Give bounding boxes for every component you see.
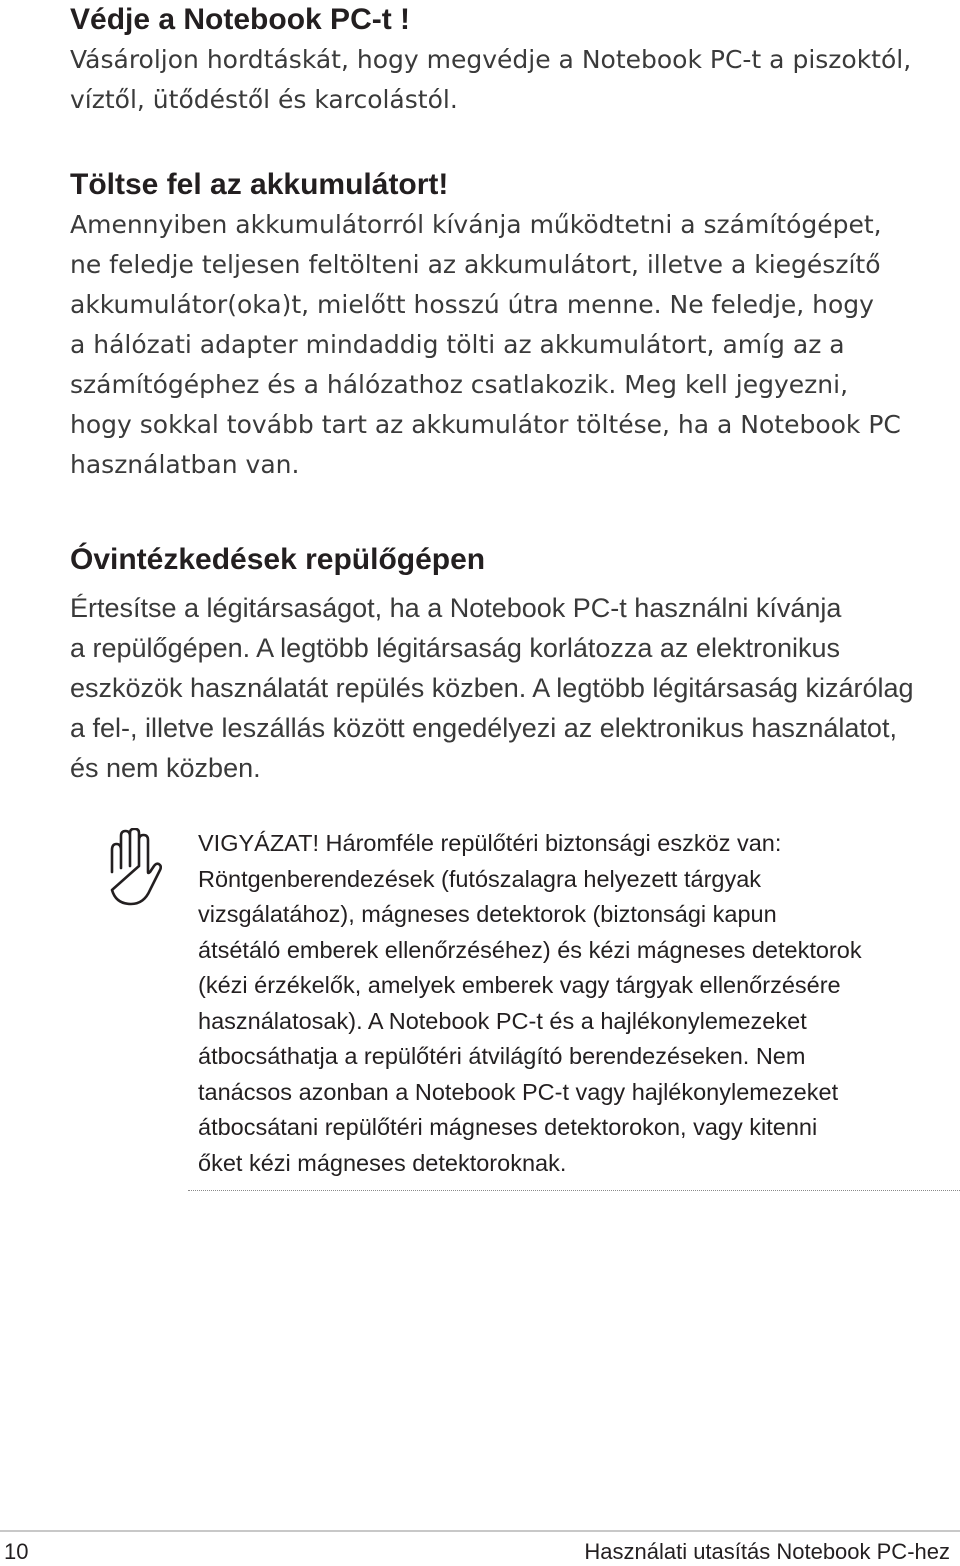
section-charge — [70, 165, 960, 485]
paragraph-line: a repülőgépen. A legtöbb légitársaság korlátozza az elektronikus — [70, 633, 841, 663]
paragraph-line: a fel-, illetve leszállás között engedélyezi az elektronikus használatot, — [70, 713, 897, 743]
section-heading: Óvintézkedések repülőgépen — [70, 543, 486, 576]
footer-title: Használati utasítás Notebook PC-hez — [584, 1539, 950, 1564]
caution-line: átsétáló emberek ellenőrzéséhez) és kézi mágneses detektorok — [198, 936, 862, 963]
caution-line: vizsgálatához), mágneses detektorok (biztonsági kapun — [198, 901, 777, 927]
section-heading: Védje a Notebook PC-t ! — [70, 3, 411, 36]
caution-divider — [188, 1190, 960, 1191]
caution-line: átbocsátani repülőtéri mágneses detektorokon, vagy kitenni — [198, 1114, 818, 1140]
paragraph-line: Amennyiben akkumulátorról kívánja működtetni a számítógépet, — [70, 210, 882, 239]
page-number: 10 — [4, 1539, 29, 1564]
hand-stop-icon — [100, 828, 162, 910]
paragraph-line: Vásároljon hordtáskát, hogy megvédje a Notebook PC-t a piszoktól, — [70, 45, 912, 74]
caution-line: őket kézi mágneses detektoroknak. — [198, 1149, 567, 1176]
caution-text — [198, 826, 862, 1181]
section-paragraph — [70, 588, 960, 788]
paragraph-line: számítógéphez és a hálózathoz csatlakozik. Meg kell jegyezni, — [70, 370, 849, 399]
section-airplane — [70, 540, 960, 788]
paragraph-line: eszközök használatát repülés közben. A legtöbb légitársaság kizárólag — [70, 673, 914, 703]
paragraph-line: hogy sokkal tovább tart az akkumulátor töltése, ha a Notebook PC — [70, 410, 901, 439]
paragraph-line: ne feledje teljesen feltölteni az akkumulátort, illetve a kiegészítő — [70, 250, 881, 279]
paragraph-line: akkumulátor(oka)t, mielőtt hosszú útra menne. Ne feledje, hogy — [70, 290, 874, 319]
paragraph-line: használatban van. — [70, 450, 300, 479]
caution-line: Röntgenberendezések (futószalagra helyezett tárgyak — [198, 865, 762, 892]
paragraph-line: a hálózati adapter mindaddig tölti az akkumulátort, amíg az a — [70, 330, 845, 359]
section-protect — [70, 0, 960, 120]
caution-line: átbocsáthatja a repülőtéri átvilágító berendezéseken. Nem — [198, 1043, 806, 1069]
caution-line: (kézi érzékelők, amelyek emberek vagy tárgyak ellenőrzésére — [198, 972, 841, 998]
caution-line: tanácsos azonban a Notebook PC-t vagy hajlékonylemezeket — [198, 1078, 839, 1105]
caution-note — [70, 818, 960, 1198]
section-heading: Töltse fel az akkumulátort! — [70, 168, 449, 201]
paragraph-line: Értesítse a légitársaságot, ha a Notebook PC-t használni kívánja — [70, 593, 842, 623]
paragraph-line: víztől, ütődéstől és karcolástól. — [70, 85, 458, 114]
caution-line: VIGYÁZAT! Háromféle repülőtéri biztonsági eszköz van: — [198, 830, 782, 856]
paragraph-line: és nem közben. — [70, 753, 261, 783]
section-paragraph — [70, 205, 960, 485]
footer-divider — [0, 1530, 960, 1532]
section-paragraph — [70, 40, 960, 120]
caution-line: használatosak). A Notebook PC-t és a hajlékonylemezeket — [198, 1007, 807, 1034]
